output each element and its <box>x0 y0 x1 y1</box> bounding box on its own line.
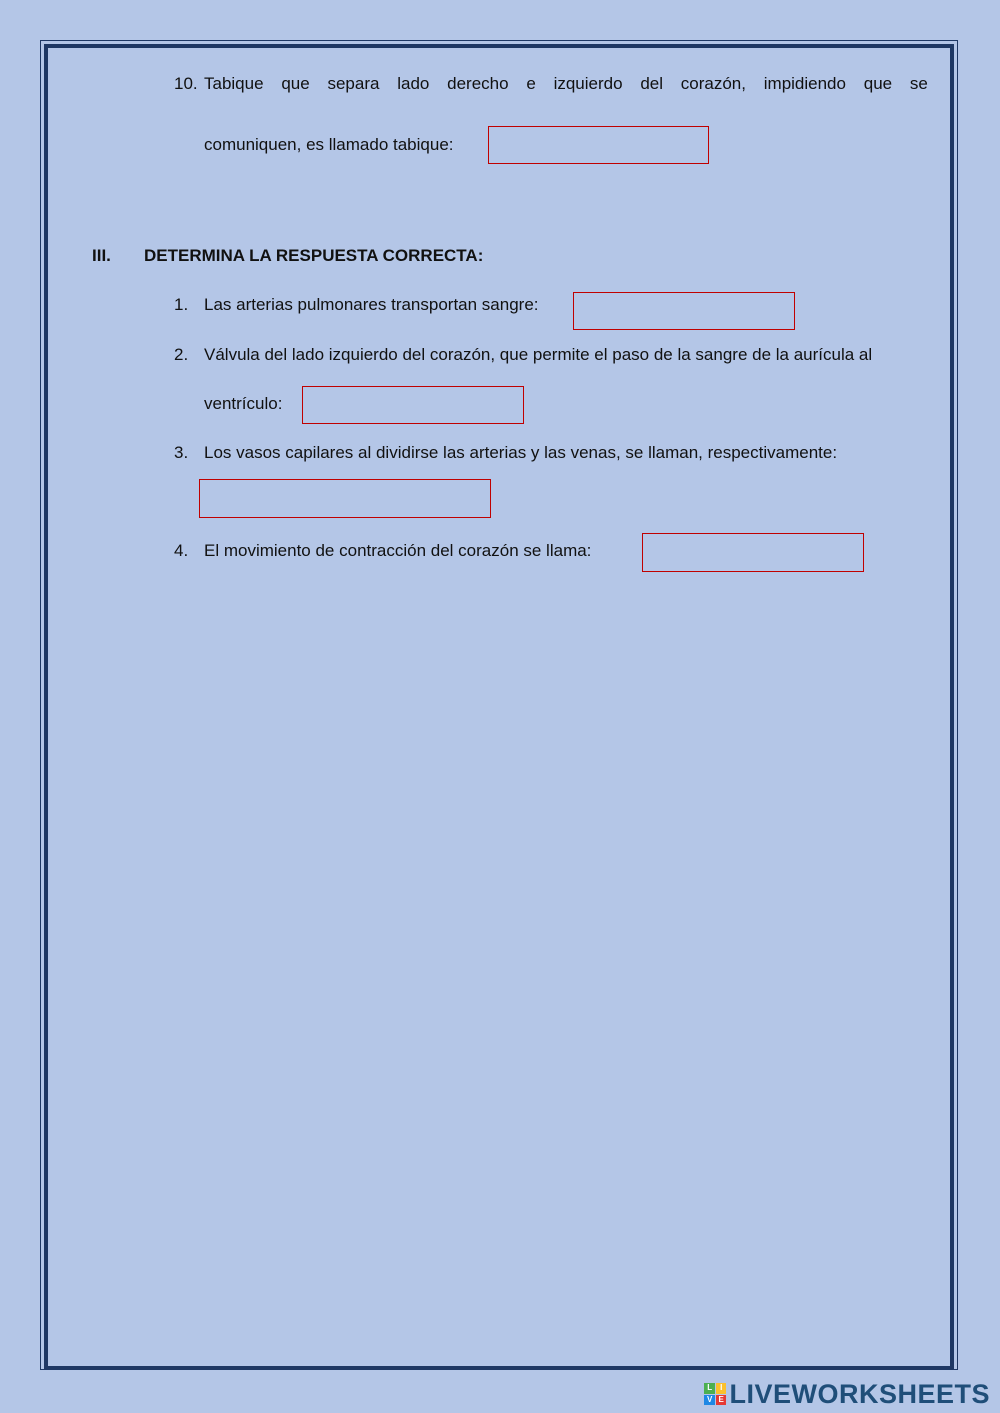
item-10-answer-input[interactable] <box>488 126 709 164</box>
item-3-number: 3. <box>174 443 189 462</box>
item-10-word: izquierdo <box>553 74 623 93</box>
item-3-answer-input[interactable] <box>199 479 491 518</box>
item-1-question: Las arterias pulmonares transportan sangre: <box>204 295 539 314</box>
item-10-word: corazón, <box>680 74 746 93</box>
item-10-word: lado <box>397 74 430 93</box>
item-10-word: Tabique <box>204 74 264 93</box>
item-2-answer-input[interactable] <box>302 386 524 424</box>
badge-letter: L <box>704 1383 715 1394</box>
liveworksheets-brand-text: LIVEWORKSHEETS <box>729 1378 990 1409</box>
item-2-question-line2: ventrículo: <box>204 394 283 413</box>
item-10-word: impidiendo <box>763 74 846 93</box>
item-10-word: que <box>863 74 893 93</box>
item-10-number: 10. <box>174 74 198 93</box>
item-10-word: del <box>640 74 664 93</box>
item-2-question-line1: Válvula del lado izquierdo del corazón, que permite el paso de la sangre de la aurícula al <box>204 345 873 364</box>
item-2-number: 2. <box>174 345 189 364</box>
item-10-question-line2: comuniquen, es llamado tabique: <box>204 135 454 154</box>
liveworksheets-logo <box>704 1379 990 1409</box>
item-4-question: El movimiento de contracción del corazón se llama: <box>204 541 592 560</box>
item-10-word: separa <box>327 74 380 93</box>
item-4-number: 4. <box>174 541 189 560</box>
item-10-question-line1 <box>204 73 928 95</box>
item-3-question: Los vasos capilares al dividirse las arterias y las venas, se llaman, respectivamente: <box>204 443 838 462</box>
item-10-word: e <box>526 74 536 93</box>
item-10-word: que <box>281 74 310 93</box>
section-3-numeral: III. <box>92 246 111 265</box>
item-10-word: se <box>909 74 928 93</box>
item-1-number: 1. <box>174 295 189 314</box>
page-frame-inner <box>44 44 954 1370</box>
item-4-answer-input[interactable] <box>642 533 864 572</box>
badge-letter: I <box>716 1383 727 1394</box>
badge-letter: E <box>716 1395 727 1406</box>
badge-letter: V <box>704 1395 715 1406</box>
section-3-title: DETERMINA LA RESPUESTA CORRECTA: <box>144 246 484 265</box>
item-1-answer-input[interactable] <box>573 292 795 330</box>
item-10-word: derecho <box>447 74 509 93</box>
liveworksheets-badge-icon <box>704 1383 726 1405</box>
